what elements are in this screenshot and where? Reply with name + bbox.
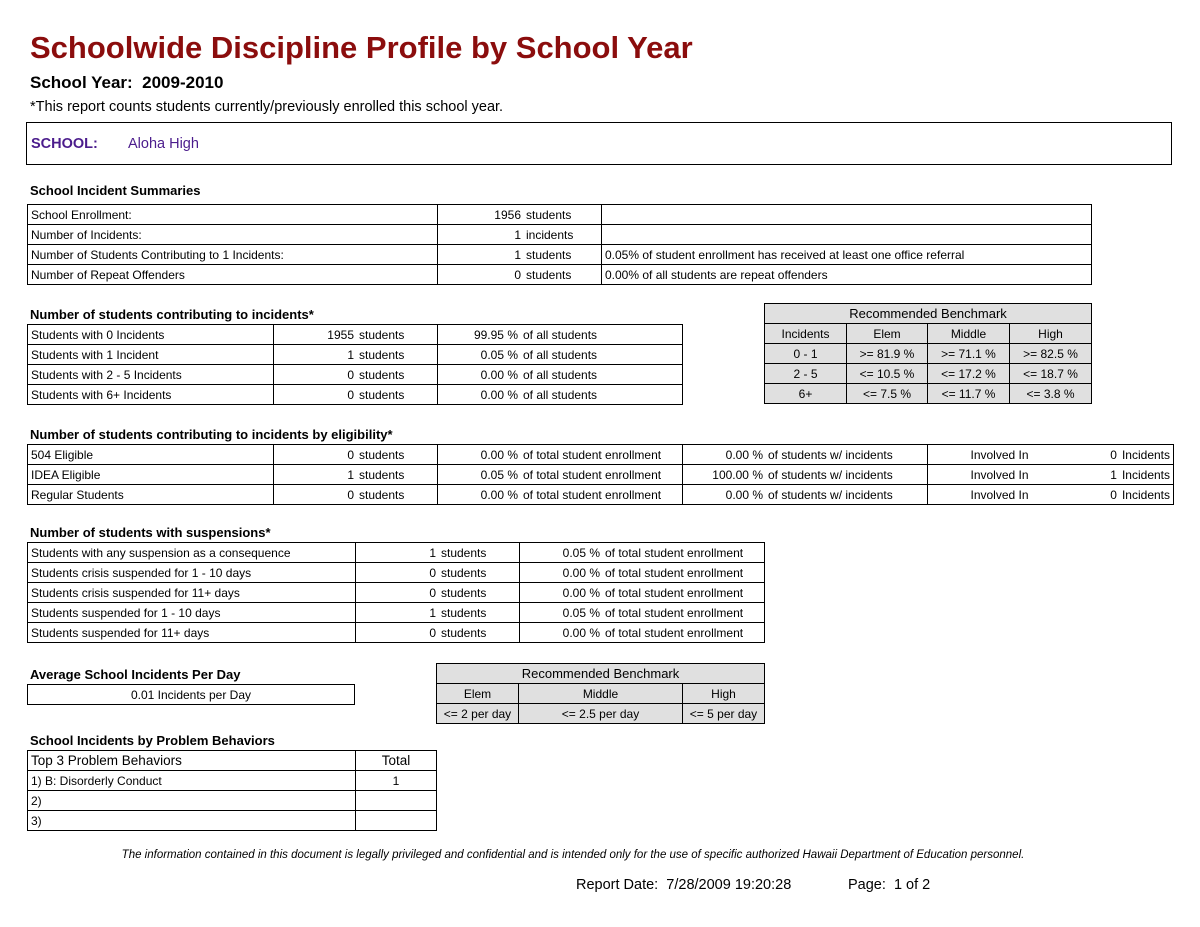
suspension-pct-wrap — [523, 546, 761, 560]
benchmark-row — [765, 384, 1092, 404]
eligibility-pct — [438, 485, 683, 505]
benchmark-cell: <= 17.2 % — [928, 364, 1010, 384]
eligibility-involved-wrap — [931, 488, 1170, 502]
eligibility-count-unit: students — [359, 487, 405, 502]
benchmark-row — [765, 364, 1092, 384]
school-name: Aloha High — [128, 136, 199, 152]
summary-value-wrap — [441, 228, 598, 242]
eligibility-pct-incidents-unit: of students w/ incidents — [768, 447, 893, 462]
suspensions-heading: Number of students with suspensions* — [30, 525, 271, 540]
eligibility-row — [28, 485, 1174, 505]
benchmark-per-day-col: Middle — [519, 684, 683, 704]
suspension-pct — [520, 563, 765, 583]
summary-value-number: 1956 — [494, 207, 521, 222]
summary-label: Number of Repeat Offenders — [28, 265, 438, 285]
summary-value-number: 0 — [514, 267, 521, 282]
suspension-row — [28, 603, 765, 623]
school-year — [30, 73, 223, 93]
benchmark-heading-row — [765, 304, 1092, 324]
eligibility-pct-incidents — [683, 465, 928, 485]
summary-value-number: 1 — [514, 227, 521, 242]
eligibility-involved-wrap — [931, 468, 1170, 482]
summary-note — [602, 225, 1092, 245]
eligibility-pct-wrap — [441, 468, 679, 482]
behavior-row — [28, 791, 437, 811]
contributing-count-wrap — [277, 328, 434, 342]
contributing-pct-unit: of all students — [523, 387, 598, 402]
suspension-count — [356, 623, 520, 643]
suspension-pct-unit: of total student enrollment — [605, 565, 744, 580]
eligibility-count-wrap — [277, 468, 434, 482]
suspension-pct-number: 0.05 % — [562, 605, 600, 620]
contributing-heading: Number of students contributing to incidents* — [30, 307, 314, 322]
suspension-label: Students suspended for 11+ days — [28, 623, 356, 643]
contributing-row — [28, 325, 683, 345]
involved-unit: Incidents — [1121, 467, 1170, 482]
contributing-label: Students with 2 - 5 Incidents — [28, 365, 274, 385]
eligibility-pct-incidents — [683, 445, 928, 465]
contributing-count-number: 1955 — [327, 327, 354, 342]
suspension-count-wrap — [359, 586, 516, 600]
suspension-pct-unit: of total student enrollment — [605, 605, 744, 620]
contributing-pct-number: 0.00 % — [480, 387, 518, 402]
summary-value-unit: students — [526, 247, 572, 262]
behavior-label: 2) — [28, 791, 356, 811]
contributing-table — [27, 324, 683, 405]
summary-value — [438, 265, 602, 285]
suspension-count-unit: students — [441, 565, 487, 580]
summary-row — [28, 225, 1092, 245]
eligibility-pct-incidents-number: 100.00 % — [712, 467, 763, 482]
benchmark-incidents-table — [764, 303, 1092, 404]
eligibility-label: 504 Eligible — [28, 445, 274, 465]
school-year-value: 2009-2010 — [142, 73, 224, 92]
summary-value-unit: students — [526, 207, 572, 222]
eligibility-pct-incidents-number: 0.00 % — [725, 447, 763, 462]
contributing-count-unit: students — [359, 327, 405, 342]
suspension-pct-number: 0.05 % — [562, 545, 600, 560]
suspension-pct-wrap — [523, 586, 761, 600]
contributing-count — [274, 325, 438, 345]
involved-count: 0 — [1110, 447, 1117, 462]
eligibility-label: Regular Students — [28, 485, 274, 505]
suspension-pct-wrap — [523, 566, 761, 580]
summary-row — [28, 245, 1092, 265]
suspension-count-wrap — [359, 546, 516, 560]
suspension-count — [356, 603, 520, 623]
eligibility-count — [274, 485, 438, 505]
involved-unit: Incidents — [1121, 487, 1170, 502]
contributing-pct-number: 99.95 % — [473, 327, 518, 342]
eligibility-label: IDEA Eligible — [28, 465, 274, 485]
eligibility-pct-wrap — [441, 448, 679, 462]
involved-count: 0 — [1110, 487, 1117, 502]
benchmark-per-day-col: High — [683, 684, 765, 704]
contributing-label: Students with 1 Incident — [28, 345, 274, 365]
behaviors-col-header: Total — [356, 751, 437, 771]
suspension-pct-unit: of total student enrollment — [605, 625, 744, 640]
eligibility-count-number: 0 — [347, 447, 354, 462]
page-number — [848, 877, 930, 893]
eligibility-pct-incidents — [683, 485, 928, 505]
page-label: Page: — [848, 877, 886, 893]
contributing-count — [274, 365, 438, 385]
eligibility-table — [27, 444, 1174, 505]
contributing-row — [28, 365, 683, 385]
suspension-count-unit: students — [441, 625, 487, 640]
behavior-label: 1) B: Disorderly Conduct — [28, 771, 356, 791]
suspension-pct-unit: of total student enrollment — [605, 585, 744, 600]
suspension-count — [356, 583, 520, 603]
benchmark-per-day-value: <= 5 per day — [683, 704, 765, 724]
summary-value — [438, 225, 602, 245]
contributing-pct — [438, 365, 683, 385]
eligibility-count-number: 1 — [347, 467, 354, 482]
behavior-total — [356, 791, 437, 811]
school-box — [26, 122, 1172, 165]
summary-value-wrap — [441, 208, 598, 222]
suspension-pct-number: 0.00 % — [562, 565, 600, 580]
suspension-label: Students crisis suspended for 11+ days — [28, 583, 356, 603]
behavior-label: 3) — [28, 811, 356, 831]
suspension-row — [28, 543, 765, 563]
behavior-total — [356, 811, 437, 831]
suspension-label: Students suspended for 1 - 10 days — [28, 603, 356, 623]
behavior-total: 1 — [356, 771, 437, 791]
suspension-pct-wrap — [523, 626, 761, 640]
suspension-count-unit: students — [441, 545, 487, 560]
eligibility-count — [274, 445, 438, 465]
suspension-count-wrap — [359, 626, 516, 640]
contributing-pct-wrap — [441, 388, 679, 402]
eligibility-heading: Number of students contributing to incidents by eligibility* — [30, 427, 393, 442]
summary-note: 0.05% of student enrollment has received at least one office referral — [602, 245, 1092, 265]
benchmark-per-day-table — [436, 663, 765, 724]
contributing-row — [28, 385, 683, 405]
benchmark-per-day-value: <= 2 per day — [437, 704, 519, 724]
benchmark-header-row — [765, 324, 1092, 344]
contributing-count — [274, 345, 438, 365]
summary-value-wrap — [441, 248, 598, 262]
contributing-pct-wrap — [441, 328, 679, 342]
contributing-count — [274, 385, 438, 405]
eligibility-count-unit: students — [359, 467, 405, 482]
benchmark-per-day-heading: Recommended Benchmark — [437, 664, 765, 684]
eligibility-pct-incidents-wrap — [686, 488, 924, 502]
contributing-count-wrap — [277, 388, 434, 402]
average-table — [27, 684, 355, 705]
eligibility-pct-incidents-number: 0.00 % — [725, 487, 763, 502]
summaries-table — [27, 204, 1092, 285]
benchmark-col: Middle — [928, 324, 1010, 344]
eligibility-involved — [928, 445, 1174, 465]
benchmark-cell: <= 11.7 % — [928, 384, 1010, 404]
suspension-label: Students crisis suspended for 1 - 10 days — [28, 563, 356, 583]
contributing-count-unit: students — [359, 347, 405, 362]
contributing-pct-unit: of all students — [523, 347, 598, 362]
eligibility-count-number: 0 — [347, 487, 354, 502]
contributing-count-wrap — [277, 348, 434, 362]
suspension-pct-number: 0.00 % — [562, 625, 600, 640]
eligibility-row — [28, 465, 1174, 485]
benchmark-cell: >= 81.9 % — [847, 344, 928, 364]
contributing-count-number: 0 — [347, 367, 354, 382]
suspension-pct-unit: of total student enrollment — [605, 545, 744, 560]
eligibility-involved — [928, 485, 1174, 505]
involved-unit: Incidents — [1121, 447, 1170, 462]
eligibility-pct-unit: of total student enrollment — [523, 447, 662, 462]
eligibility-count — [274, 465, 438, 485]
summary-label: Number of Incidents: — [28, 225, 438, 245]
benchmark-per-day-value: <= 2.5 per day — [519, 704, 683, 724]
benchmark-cell: <= 7.5 % — [847, 384, 928, 404]
behavior-row — [28, 811, 437, 831]
suspension-count-unit: students — [441, 585, 487, 600]
summary-value-number: 1 — [514, 247, 521, 262]
school-label: SCHOOL: — [31, 136, 98, 152]
summary-value — [438, 205, 602, 225]
eligibility-pct-wrap — [441, 488, 679, 502]
benchmark-cell: 6+ — [765, 384, 847, 404]
contributing-label: Students with 0 Incidents — [28, 325, 274, 345]
benchmark-cell: <= 3.8 % — [1010, 384, 1092, 404]
benchmark-col: Elem — [847, 324, 928, 344]
benchmark-cell: 0 - 1 — [765, 344, 847, 364]
contributing-pct — [438, 325, 683, 345]
report-date-value: 7/28/2009 19:20:28 — [666, 877, 792, 893]
report-date — [576, 877, 791, 893]
summary-note: 0.00% of all students are repeat offenders — [602, 265, 1092, 285]
suspension-count-wrap — [359, 566, 516, 580]
benchmark-cell: >= 82.5 % — [1010, 344, 1092, 364]
suspension-count-unit: students — [441, 605, 487, 620]
benchmark-row — [765, 344, 1092, 364]
eligibility-pct — [438, 465, 683, 485]
benchmark-cell: 2 - 5 — [765, 364, 847, 384]
behavior-row — [28, 771, 437, 791]
suspension-count-number: 0 — [429, 585, 436, 600]
suspension-count-number: 1 — [429, 545, 436, 560]
suspension-pct-number: 0.00 % — [562, 585, 600, 600]
benchmark-cell: <= 10.5 % — [847, 364, 928, 384]
suspension-row — [28, 623, 765, 643]
contributing-pct-number: 0.05 % — [480, 347, 518, 362]
eligibility-pct-number: 0.00 % — [480, 487, 518, 502]
eligibility-pct-unit: of total student enrollment — [523, 467, 662, 482]
suspension-label: Students with any suspension as a consequence — [28, 543, 356, 563]
summaries-heading: School Incident Summaries — [30, 183, 201, 198]
contributing-pct — [438, 385, 683, 405]
eligibility-pct-incidents-wrap — [686, 448, 924, 462]
behaviors-heading: School Incidents by Problem Behaviors — [30, 733, 275, 748]
contributing-pct-wrap — [441, 348, 679, 362]
contributing-pct-wrap — [441, 368, 679, 382]
eligibility-pct-unit: of total student enrollment — [523, 487, 662, 502]
summary-value-unit: students — [526, 267, 572, 282]
average-value: 0.01 Incidents per Day — [28, 685, 355, 705]
contributing-count-number: 0 — [347, 387, 354, 402]
involved-label: Involved In — [970, 487, 1029, 502]
suspension-row — [28, 563, 765, 583]
school-year-label: School Year: — [30, 73, 133, 92]
confidentiality-note: The information contained in this document is legally privileged and confidential and is intended only for the use of specific authorized Hawaii Department of Education personnel. — [121, 849, 1025, 861]
suspension-count-number: 0 — [429, 625, 436, 640]
contributing-pct — [438, 345, 683, 365]
benchmark-cell: <= 18.7 % — [1010, 364, 1092, 384]
behaviors-table — [27, 750, 437, 831]
suspension-pct — [520, 583, 765, 603]
suspension-count-number: 1 — [429, 605, 436, 620]
summary-value-unit: incidents — [526, 227, 574, 242]
eligibility-pct-number: 0.05 % — [480, 467, 518, 482]
suspension-pct — [520, 603, 765, 623]
eligibility-count-wrap — [277, 448, 434, 462]
suspension-count — [356, 563, 520, 583]
suspension-pct — [520, 623, 765, 643]
contributing-label: Students with 6+ Incidents — [28, 385, 274, 405]
summary-row — [28, 205, 1092, 225]
eligibility-pct — [438, 445, 683, 465]
summary-value-wrap — [441, 268, 598, 282]
eligibility-row — [28, 445, 1174, 465]
eligibility-pct-incidents-wrap — [686, 468, 924, 482]
suspension-count-number: 0 — [429, 565, 436, 580]
summary-label: Number of Students Contributing to 1 Incidents: — [28, 245, 438, 265]
eligibility-pct-incidents-unit: of students w/ incidents — [768, 467, 893, 482]
eligibility-involved-wrap — [931, 448, 1170, 462]
suspension-row — [28, 583, 765, 603]
eligibility-count-unit: students — [359, 447, 405, 462]
contributing-pct-number: 0.00 % — [480, 367, 518, 382]
summary-note — [602, 205, 1092, 225]
report-note: *This report counts students currently/previously enrolled this school year. — [30, 99, 504, 115]
benchmark-cell: >= 71.1 % — [928, 344, 1010, 364]
contributing-pct-unit: of all students — [523, 327, 598, 342]
summary-label: School Enrollment: — [28, 205, 438, 225]
average-heading: Average School Incidents Per Day — [30, 667, 241, 682]
involved-label: Involved In — [970, 467, 1029, 482]
contributing-count-number: 1 — [347, 347, 354, 362]
involved-count: 1 — [1110, 467, 1117, 482]
suspension-count — [356, 543, 520, 563]
contributing-count-wrap — [277, 368, 434, 382]
involved-label: Involved In — [970, 447, 1029, 462]
page-value: 1 of 2 — [893, 877, 931, 893]
benchmark-per-day-col: Elem — [437, 684, 519, 704]
summary-row — [28, 265, 1092, 285]
benchmark-heading: Recommended Benchmark — [765, 304, 1092, 324]
summary-value — [438, 245, 602, 265]
suspension-pct — [520, 543, 765, 563]
report-title: Schoolwide Discipline Profile by School Year — [30, 30, 693, 65]
behaviors-col-header: Top 3 Problem Behaviors — [28, 751, 356, 771]
contributing-count-unit: students — [359, 387, 405, 402]
eligibility-count-wrap — [277, 488, 434, 502]
eligibility-pct-incidents-unit: of students w/ incidents — [768, 487, 893, 502]
suspension-pct-wrap — [523, 606, 761, 620]
eligibility-pct-number: 0.00 % — [480, 447, 518, 462]
contributing-count-unit: students — [359, 367, 405, 382]
eligibility-involved — [928, 465, 1174, 485]
benchmark-col: High — [1010, 324, 1092, 344]
suspension-count-wrap — [359, 606, 516, 620]
report-date-label: Report Date: — [576, 877, 659, 893]
suspensions-table — [27, 542, 765, 643]
contributing-row — [28, 345, 683, 365]
benchmark-col: Incidents — [765, 324, 847, 344]
contributing-pct-unit: of all students — [523, 367, 598, 382]
